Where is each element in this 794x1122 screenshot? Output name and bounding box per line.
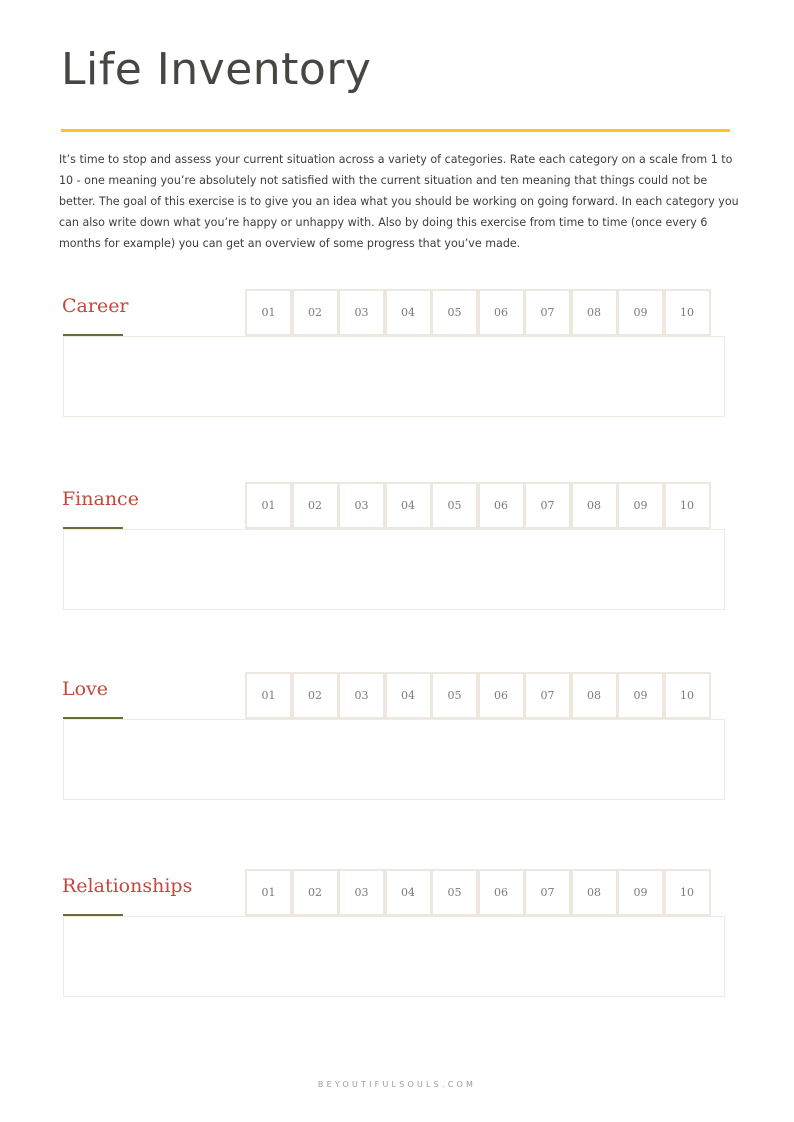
rating-cell[interactable]: 10	[664, 672, 711, 719]
rating-cell[interactable]: 02	[292, 482, 339, 529]
section-title: Career	[62, 295, 129, 317]
rating-cell[interactable]: 10	[664, 869, 711, 916]
rating-cell[interactable]: 07	[524, 482, 571, 529]
rating-cell[interactable]: 08	[571, 869, 618, 916]
rating-cell[interactable]: 09	[617, 482, 664, 529]
rating-scale	[245, 482, 711, 529]
rating-cell[interactable]: 01	[245, 289, 292, 336]
section-title: Love	[62, 678, 109, 700]
rating-cell[interactable]: 04	[385, 482, 432, 529]
rating-cell[interactable]: 02	[292, 289, 339, 336]
rating-cell[interactable]: 02	[292, 672, 339, 719]
rating-cell[interactable]: 08	[571, 672, 618, 719]
rating-cell[interactable]: 05	[431, 482, 478, 529]
notes-box[interactable]	[63, 916, 725, 997]
footer-website: BEYOUTIFULSOULS.COM	[317, 1080, 477, 1089]
rating-cell[interactable]: 05	[431, 672, 478, 719]
rating-cell[interactable]: 07	[524, 869, 571, 916]
page-title: Life Inventory	[61, 44, 372, 95]
section-relationships	[62, 869, 727, 999]
section-love	[62, 672, 727, 802]
rating-cell[interactable]: 04	[385, 289, 432, 336]
rating-cell[interactable]: 06	[478, 482, 525, 529]
section-title: Relationships	[62, 875, 193, 897]
rating-cell[interactable]: 10	[664, 482, 711, 529]
intro-paragraph: It’s time to stop and assess your current situation across a variety of categories. Rate each category on a scale from 1 to 10 - one meaning you’re absolutely not satisfied with the current situation and ten meaning that things could not be better. The goal of this exercise is to give you an idea what you should be working on going forward. In each category you can also write down what you’re happy or unhappy with. Also by doing this exercise from time to time (once every 6 months for example) you can get an overview of some progress that you’ve made.	[59, 153, 739, 250]
rating-cell[interactable]: 04	[385, 869, 432, 916]
rating-cell[interactable]: 03	[338, 289, 385, 336]
rating-cell[interactable]: 03	[338, 869, 385, 916]
rating-scale	[245, 289, 711, 336]
rating-cell[interactable]: 03	[338, 482, 385, 529]
rating-cell[interactable]: 06	[478, 672, 525, 719]
rating-cell[interactable]: 01	[245, 482, 292, 529]
notes-box[interactable]	[63, 336, 725, 417]
rating-cell[interactable]: 04	[385, 672, 432, 719]
notes-box[interactable]	[63, 719, 725, 800]
rating-cell[interactable]: 08	[571, 482, 618, 529]
rating-cell[interactable]: 07	[524, 672, 571, 719]
rating-cell[interactable]: 03	[338, 672, 385, 719]
title-divider	[61, 129, 730, 132]
rating-cell[interactable]: 08	[571, 289, 618, 336]
rating-cell[interactable]: 02	[292, 869, 339, 916]
rating-scale	[245, 869, 711, 916]
rating-cell[interactable]: 07	[524, 289, 571, 336]
rating-cell[interactable]: 06	[478, 869, 525, 916]
rating-cell[interactable]: 06	[478, 289, 525, 336]
rating-cell[interactable]: 10	[664, 289, 711, 336]
rating-cell[interactable]: 05	[431, 869, 478, 916]
notes-box[interactable]	[63, 529, 725, 610]
rating-cell[interactable]: 09	[617, 289, 664, 336]
section-career	[62, 289, 727, 419]
section-finance	[62, 482, 727, 612]
rating-cell[interactable]: 09	[617, 869, 664, 916]
rating-cell[interactable]: 01	[245, 869, 292, 916]
rating-scale	[245, 672, 711, 719]
rating-cell[interactable]: 01	[245, 672, 292, 719]
rating-cell[interactable]: 09	[617, 672, 664, 719]
rating-cell[interactable]: 05	[431, 289, 478, 336]
section-title: Finance	[62, 488, 139, 510]
